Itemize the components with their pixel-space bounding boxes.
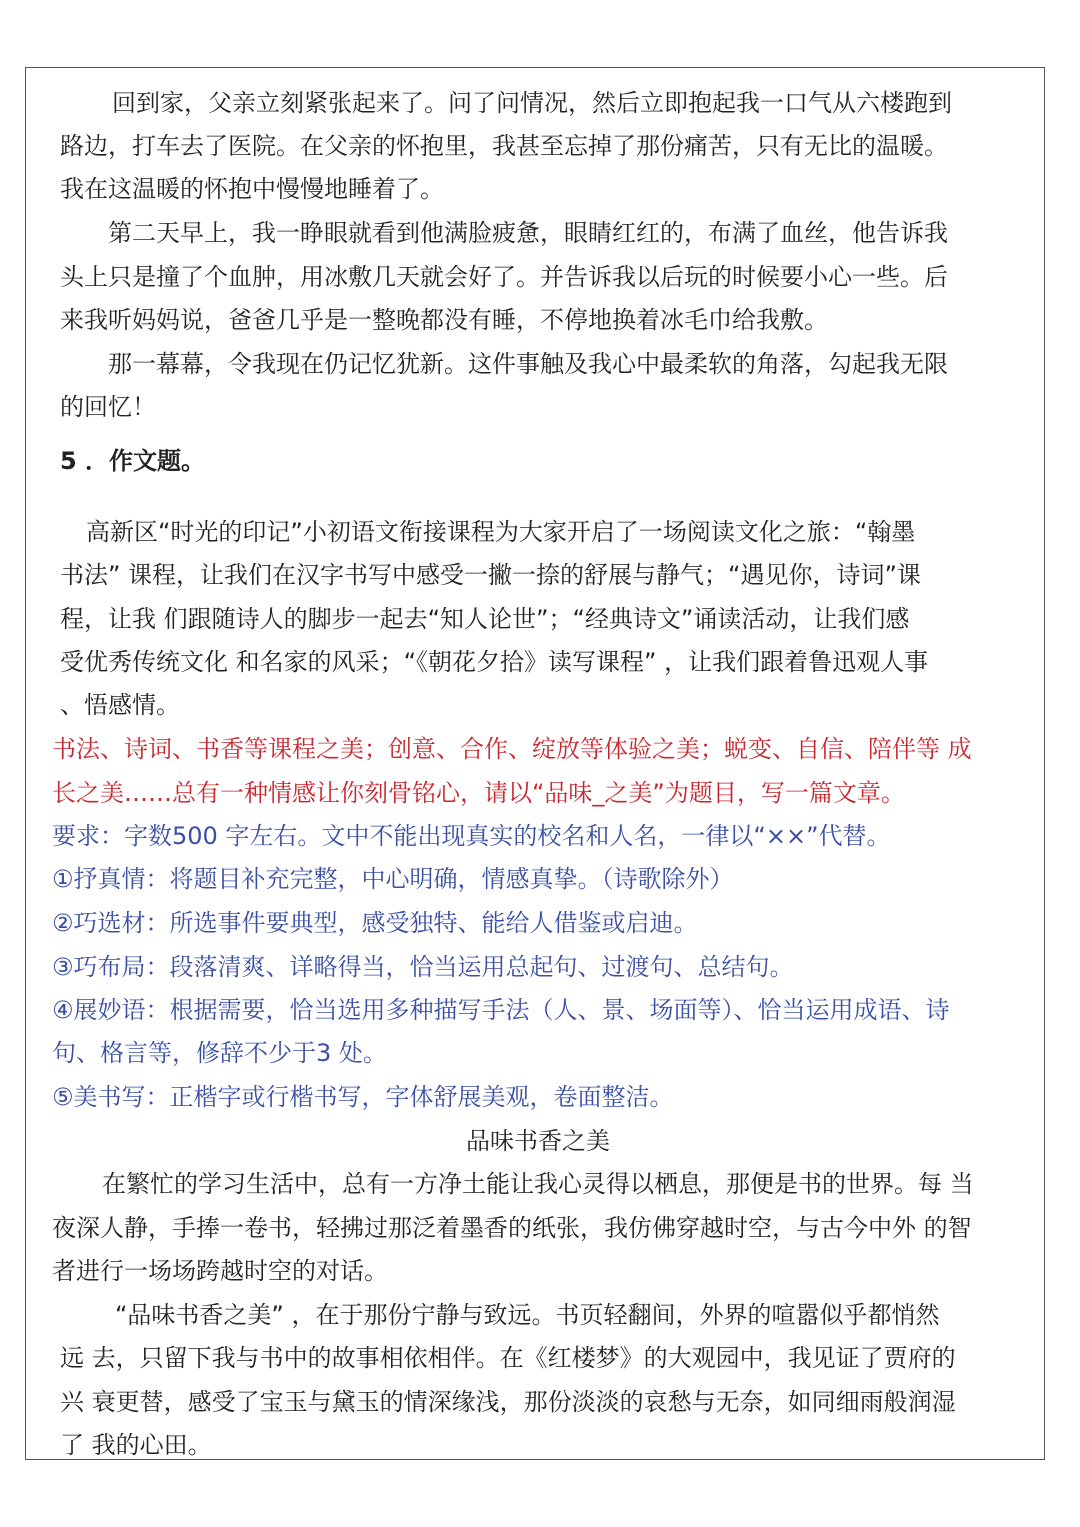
intro-line: 受优秀传统文化 和名家的风采；“《朝花夕拾》读写课程” ，让我们跟着鲁迅观人事 [60, 648, 929, 676]
story-line: 回到家，父亲立刻紧张起来了。问了问情况，然后立即抱起我一口气从六楼跑到 [112, 89, 952, 117]
essay-line: 了 我的心田。 [60, 1431, 212, 1459]
question-heading: 5 ．作文题。 [60, 447, 206, 475]
intro-line: 高新区“时光的印记”小初语文衔接课程为大家开启了一场阅读文化之旅：“翰墨 [86, 518, 916, 546]
essay-line: 在繁忙的学习生活中，总有一方净土能让我心灵得以栖息，那便是书的世界。每 当 [102, 1170, 974, 1198]
story-line: 那一幕幕，令我现在仍记忆犹新。这件事触及我心中最柔软的角落，勾起我无限 [108, 350, 948, 378]
essay-line: 兴 衰更替，感受了宝玉与黛玉的情深缘浅，那份淡淡的哀愁与无奈，如同细雨般润湿 [60, 1388, 956, 1416]
requirement-line: ③巧布局：段落清爽、详略得当，恰当运用总起句、过渡句、总结句。 [52, 953, 794, 981]
prompt-line: 书法、诗词、书香等课程之美；创意、合作、绽放等体验之美；蜕变、自信、陪伴等 成 [52, 735, 972, 763]
essay-title: 品味书香之美 [466, 1127, 610, 1155]
story-line: 头上只是撞了个血肿，用冰敷几天就会好了。并告诉我以后玩的时候要小心一些。后 [60, 263, 948, 291]
intro-line: 程，让我 们跟随诗人的脚步一起去“知人论世”；“经典诗文”诵读活动，让我们感 [60, 605, 910, 633]
intro-line: 书法” 课程，让我们在汉字书写中感受一撇一捺的舒展与静气；“遇见你，诗词”课 [60, 561, 921, 589]
requirement-line: ①抒真情：将题目补充完整，中心明确，情感真挚。（诗歌除外） [52, 865, 734, 893]
story-line: 来我听妈妈说，爸爸几乎是一整晚都没有睡，不停地换着冰毛巾给我敷。 [60, 306, 828, 334]
story-line: 第二天早上，我一睁眼就看到他满脸疲惫，眼睛红红的，布满了血丝，他告诉我 [108, 219, 948, 247]
requirement-line: 要求：字数500 字左右。文中不能出现真实的校名和人名，一律以“××”代替。 [52, 822, 891, 850]
requirement-line: ⑤美书写：正楷字或行楷书写，字体舒展美观，卷面整洁。 [52, 1083, 674, 1111]
essay-line: 夜深人静，手捧一卷书，轻拂过那泛着墨香的纸张，我仿佛穿越时空，与古今中外 的智 [52, 1214, 972, 1242]
essay-line: 远 去，只留下我与书中的故事相依相伴。在《红楼梦》的大观园中，我见证了贾府的 [60, 1344, 956, 1372]
requirement-line: ②巧选材：所选事件要典型，感受独特、能给人借鉴或启迪。 [52, 909, 698, 937]
story-line: 路边，打车去了医院。在父亲的怀抱里，我甚至忘掉了那份痛苦，只有无比的温暖。 [60, 132, 948, 160]
essay-line: 者进行一场场跨越时空的对话。 [52, 1257, 388, 1285]
story-line: 我在这温暖的怀抱中慢慢地睡着了。 [60, 175, 444, 203]
essay-line: “品味书香之美” ，在于那份宁静与致远。书页轻翻间，外界的喧嚣似乎都悄然 [115, 1301, 940, 1329]
story-line: 的回忆！ [60, 393, 156, 421]
requirement-line: ④展妙语：根据需要，恰当选用多种描写手法（人、景、场面等）、恰当运用成语、诗 [52, 996, 950, 1024]
intro-line: 、悟感情。 [60, 691, 180, 719]
requirement-line: 句、格言等，修辞不少于3 处。 [52, 1039, 387, 1067]
prompt-line: 长之美……总有一种情感让你刻骨铭心，请以“品味_之美”为题目，写一篇文章。 [52, 779, 905, 807]
